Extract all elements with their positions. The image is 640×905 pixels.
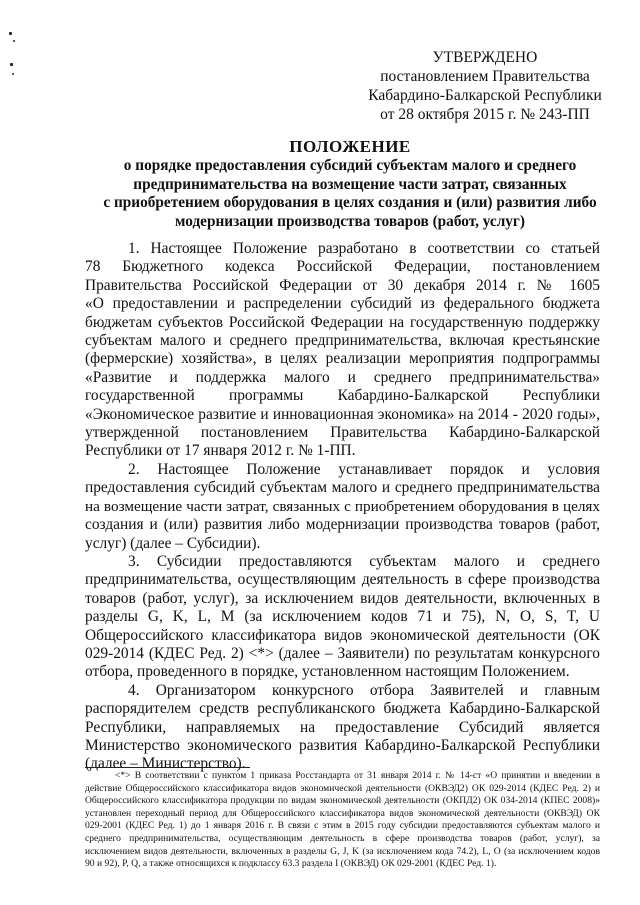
title-heading: ПОЛОЖЕНИЕ [289,137,411,156]
title-line: о порядке предоставления субсидий субъектам малого и среднего [123,157,577,174]
body-line: 3. Субсидии предоставляются субъектам малого и среднего [128,552,600,570]
body-line: 4. Организатором конкурсного отбора Заявителей и главным [128,681,600,699]
footnote-line: 90 и 92), P, Q, а также относящихся к подклассу 63.3 раздела I (ОКВЭД) ОК 029-2001 (КДЕС Ред. 1). [85,858,497,870]
scan-speck [9,32,12,35]
body-line: создания и (или) развития либо модернизации производства товаров (работ, [85,516,600,534]
title-line: с приобретением оборудования в целях создания и (или) развития либо [103,194,597,211]
body-line: (далее – Министерство). [85,755,246,773]
body-line: товаров (работ, услуг), за исключением видов деятельности, включенных в [85,589,600,607]
footnote [85,770,600,871]
body-line: «Развитие и поддержка малого и среднего предпринимательства» [85,368,600,386]
body-line: услуг) (далее – Субсидии). [85,534,261,552]
document-body [85,240,600,774]
body-line: на возмещение части затрат, связанных с приобретением оборудования в целях [85,497,600,515]
scan-speck [12,73,14,75]
body-line: «Экономическое развитие и инновационная экономика» на 2014 - 2020 годы», [85,405,600,423]
title-line: модернизации производства товаров (работ, услуг) [175,212,525,230]
approval-line: постановлением Правительства [380,68,590,85]
approval-stamp [360,48,610,124]
scan-speck [10,63,13,66]
body-line: «О предоставлении и распределении субсидий из федерального бюджета [85,295,600,313]
body-line: 2. Настоящее Положение устанавливает порядок и условия [128,460,600,478]
body-line: Республики от 17 января 2012 г. № 1-ПП. [85,442,356,460]
body-line: Республики, направляемых на предоставление Субсидий является [85,718,600,736]
footnote-line: среднего предпринимательства, осуществляющим деятельность в сфере производства товаров (работ, услуг), за [85,832,600,844]
body-line: (фермерские) хозяйства», в целях реализации мероприятия подпрограммы [85,350,600,368]
body-line: 78 Бюджетного кодекса Российской Федерации, постановлением [85,258,600,276]
footnote-line: исключением видов деятельности, включенных в разделы G, J, K (за исключением кода 74.2), L, O (за исключением кодов [85,845,600,857]
footnote-line: установлен переходный период для Общероссийского классификатора видов экономической деятельности (ОКВЭД) ОК [85,807,600,819]
footnote-line: Общероссийского классификатора продукции по видам экономической деятельности (ОКПД2) ОК 034-2014 (КПЕС 2008)» [85,795,600,807]
footnote-divider [85,767,250,768]
approval-heading: УТВЕРЖДЕНО [432,49,538,66]
body-line: отбора, проведенного в порядке, установленном настоящим Положением. [85,663,570,681]
body-line: субъектам малого и среднего предпринимательства, включая крестьянские [85,332,600,350]
approval-line: от 28 октября 2015 г. № 243-ПП [380,106,590,123]
body-line: распорядителем средств республиканского бюджета Кабардино-Балкарской [85,700,600,718]
document-title [80,137,620,231]
body-line: 029-2014 (КДЕС Ред. 2) <*> (далее – Заявители) по результатам конкурсного [85,644,600,662]
body-line: государственной программы Кабардино-Балкарской Республики [85,387,600,405]
body-line: 1. Настоящее Положение разработано в соответствии со статьей [128,240,600,257]
footnote-line: <*> В соответствии с пунктом 1 приказа Росстандарта от 31 января 2014 г. № 14-ст «О принятии и введении в [115,770,600,781]
body-line: бюджетам субъектов Российской Федерации на государственную поддержку [85,313,600,331]
body-line: Общероссийского классификатора видов экономической деятельности (ОК [85,626,600,644]
body-line: предоставления субсидий субъектам малого и среднего предпринимательства [85,479,600,497]
body-line: Министерство экономического развития Кабардино-Балкарской Республики [85,736,600,754]
body-line: предпринимательства, осуществляющим деятельность в сфере производства [85,571,600,589]
body-line: разделы G, K, L, M (за исключением кодов 71 и 75), N, O, S, T, U [85,608,600,626]
title-subtitle [80,157,620,231]
approval-line: Кабардино-Балкарской Республики [368,87,602,104]
title-line: предпринимательства на возмещение части затрат, связанных [133,175,567,193]
footnote-line: 029-2001 (КДЕС Ред. 1) до 1 января 2016 г. В связи с этим в 2015 году субсидии предоставляются субъектам малого и [85,820,600,832]
footnote-line: действие Общероссийского классификатора видов экономической деятельности (ОКВЭД2) ОК 029-2014 (КДЕС Ред. 2) и [85,782,600,794]
scan-speck [13,40,15,42]
body-line: утвержденной постановлением Правительства Кабардино-Балкарской [85,424,600,442]
body-line: Правительства Российской Федерации от 30 декабря 2014 г. № 1605 [85,276,600,294]
